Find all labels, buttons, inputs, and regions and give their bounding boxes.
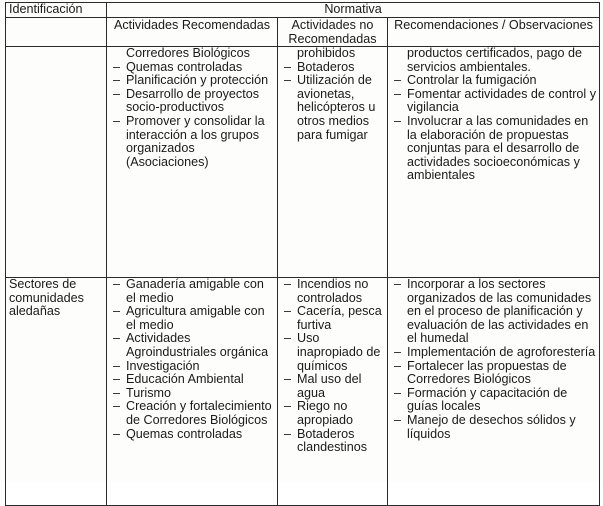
list-item: Corredores Biológicos	[126, 46, 250, 60]
no-recomendadas-list	[281, 47, 384, 142]
list-item: – Utilización de avionetas, helicópteros u otros medios para fumigar	[281, 74, 384, 142]
list-item: – Fomentar actividades de control y vigilancia	[391, 88, 596, 115]
header-actividades-no-recomendadas: Actividades no Recomendadas	[278, 18, 388, 47]
list-item: – Formación y capacitación de guías locales	[391, 387, 596, 414]
list-item: – Manejo de desechos sólidos y líquidos	[391, 414, 596, 441]
list-item: – Involucrar a las comunidades en la elaboración de propuestas conjuntas para el desarrollo de actividades socioeconómicas y ambientales	[391, 115, 596, 183]
recomendadas-cell	[107, 47, 278, 278]
list-item: – Ganadería amigable con el medio	[110, 278, 274, 305]
list-item: – Promover y consolidar la interacción a los grupos organizados (Asociaciones)	[110, 115, 274, 169]
table-row	[6, 278, 600, 506]
list-item: – Botaderos clandestinos	[281, 428, 384, 455]
list-item: – Incorporar a los sectores organizados de las comunidades en el proceso de planificación y evaluación de las actividades en el humedal	[391, 278, 596, 346]
list-item: – Uso inapropiado de químicos	[281, 332, 384, 373]
header-empty-cell	[6, 18, 107, 47]
header-row-1	[6, 3, 600, 18]
list-item: prohibidos	[297, 46, 356, 60]
table-row	[6, 47, 600, 278]
header-actividades-recomendadas: Actividades Recomendadas	[107, 18, 278, 47]
identificacion-cell	[6, 47, 107, 278]
list-item: – Riego no apropiado	[281, 400, 384, 427]
observaciones-cell	[388, 278, 600, 506]
list-item: – Desarrollo de proyectos socio-productivos	[110, 88, 274, 115]
recomendadas-list	[110, 278, 274, 441]
list-item: – Implementación de agroforestería	[391, 346, 596, 360]
no-recomendadas-list	[281, 278, 384, 455]
no-recomendadas-cell	[278, 47, 388, 278]
list-item: – Fortalecer las propuestas de Corredores Biológicos	[391, 360, 596, 387]
list-item: – Cacería, pesca furtiva	[281, 305, 384, 332]
list-item: – Mal uso del agua	[281, 373, 384, 400]
header-normativa: Normativa	[107, 3, 600, 18]
list-item: – Quemas controladas	[110, 428, 274, 442]
header-recomendaciones-observaciones: Recomendaciones / Observaciones	[388, 18, 600, 47]
list-item: – Educación Ambiental	[110, 373, 274, 387]
list-item: – Botaderos	[281, 61, 384, 75]
list-item: – Creación y fortalecimiento de Corredores Biológicos	[110, 400, 274, 427]
normativa-table	[5, 2, 600, 506]
list-item: – Turismo	[110, 387, 274, 401]
list-item: – Controlar la fumigación	[391, 74, 596, 88]
observaciones-list	[391, 278, 596, 441]
recomendadas-list	[110, 47, 274, 169]
list-item: – Planificación y protección	[110, 74, 274, 88]
list-item: productos certificados, pago de servicios ambientales.	[407, 46, 583, 74]
list-item: – Agricultura amigable con el medio	[110, 305, 274, 332]
list-item: – Actividades Agroindustriales orgánica	[110, 332, 274, 359]
observaciones-list	[391, 47, 596, 183]
header-identificacion: Identificación	[6, 3, 107, 18]
identificacion-cell: Sectores de comunidades aledañas	[6, 278, 107, 506]
recomendadas-cell	[107, 278, 278, 506]
list-item: – Quemas controladas	[110, 61, 274, 75]
observaciones-cell	[388, 47, 600, 278]
list-item: – Investigación	[110, 360, 274, 374]
list-item: – Incendios no controlados	[281, 278, 384, 305]
header-row-2	[6, 18, 600, 47]
no-recomendadas-cell	[278, 278, 388, 506]
